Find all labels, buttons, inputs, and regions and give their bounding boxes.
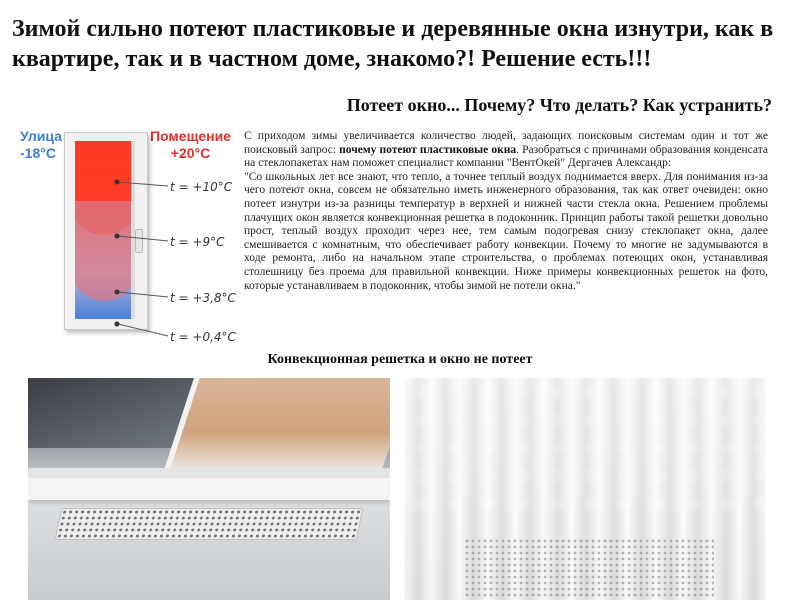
headline: Зимой сильно потеют пластиковые и деревянные окна изнутри, как в квартире, так и в частном доме, знакомо?! Решение есть!!!: [12, 16, 774, 72]
inside-label: Помещение: [150, 128, 232, 144]
outside-label: Улица: [20, 128, 62, 144]
subheadline: Потеет окно... Почему? Что делать? Как устранить?: [346, 95, 772, 115]
leader-line: [118, 292, 168, 297]
inside-temp: +20°C: [170, 145, 211, 161]
level-label: t = +9°C: [170, 235, 225, 249]
leader-line: [118, 324, 168, 336]
window-opening: [162, 378, 390, 476]
level-label: t = +0,4°C: [170, 330, 236, 344]
photo-curtain-window: [404, 378, 766, 600]
intro-tail: . Разобраться с причинами образования конденсата на стеклопакетах нам поможет специалист компании "ВентОкей" Дергачев Александр:: [244, 143, 768, 170]
intro-paragraph: [244, 130, 768, 171]
outside-temp: -18°C: [20, 145, 56, 161]
leader-line: [118, 236, 168, 241]
leader-dot: [115, 290, 120, 295]
search-query: почему потеют пластиковые окна: [339, 143, 517, 156]
photo-caption: Конвекционная решетка и окно не потеет: [267, 352, 533, 367]
level-label: t = +3,8°C: [170, 291, 236, 305]
expert-quote: "Со школьных лет все знают, что тепло, а точнее теплый воздух поднимается вверх. Для понимания из-за чего потеют окна, совсем не обязательно иметь инженерного образования, так как ответ очевиден: окно потеет изнутри из-за разницы температур в верхней и нижней части стекла окна. Решением проблемы плачущих окон является конвекционная решетка в подоконник. Принцип работы такой решетки довольно прост, теплый воздух проходит через нее, тем самым подогревая снизу стеклопакет окна, далее смешивается с комнатным, что обеспечивает работу конвекции. Почему то многие не задумываются в ходе ремонта, либо на начальном этапе строительства, о проблемах потеющих окон, устанавливая столешницу без проема для правильной конвекции. Ниже примеры конвекционных решеток на фото, которые устанавливаем в подоконник, чтобы зимой не потели окна.": [244, 170, 768, 292]
leader-dot: [115, 234, 120, 239]
level-label: t = +10°C: [170, 180, 233, 194]
leader-dot: [115, 180, 120, 185]
convection-grille-behind-curtain: [464, 538, 714, 598]
window-temperature-diagram: [20, 124, 240, 350]
window-sill: [28, 478, 390, 500]
leader-dot: [115, 322, 120, 327]
article-body: [244, 130, 768, 293]
convection-grille: [55, 508, 364, 540]
intro-text: С приходом зимы увеличивается количество людей, задающих поисковым системам один и тот же поисковый запрос:: [244, 130, 768, 156]
photo-grille-under-window: [28, 378, 390, 600]
leader-line: [118, 182, 168, 186]
